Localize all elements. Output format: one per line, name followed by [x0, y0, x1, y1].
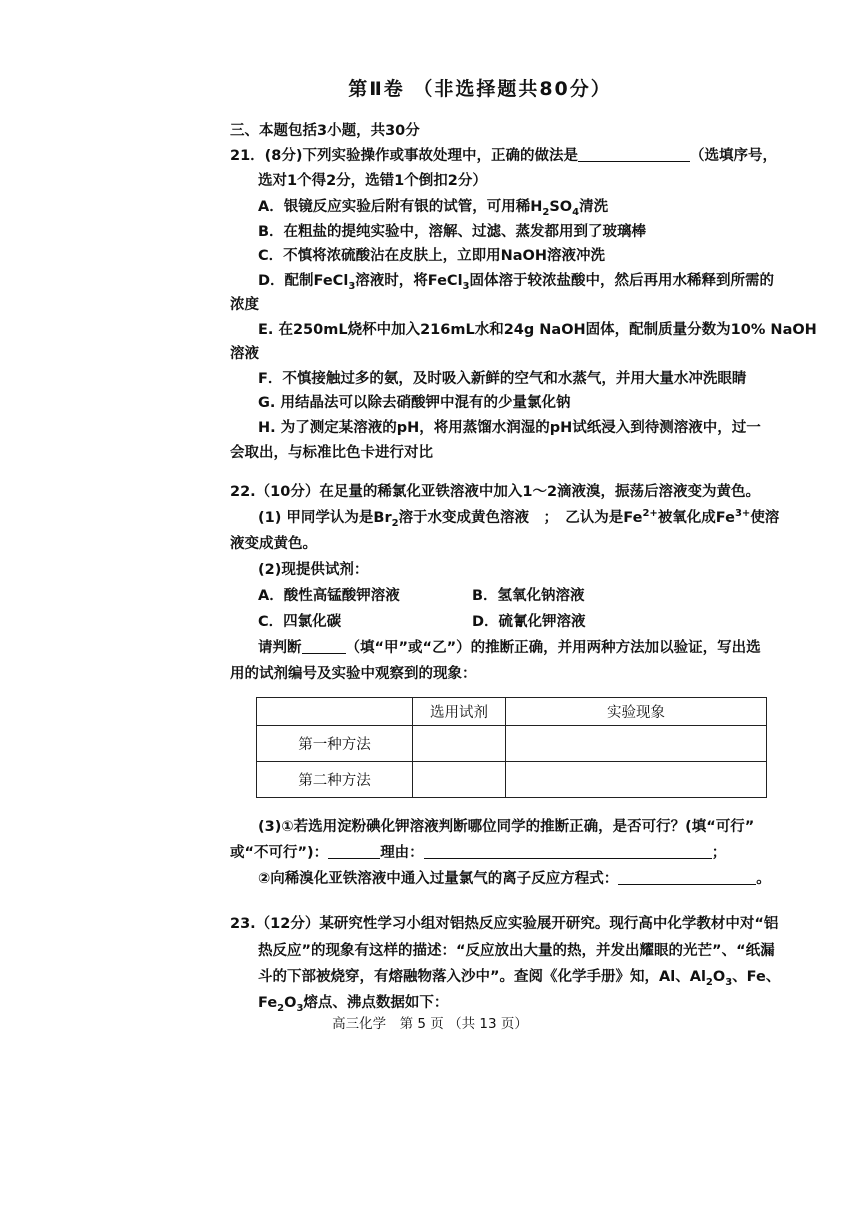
- q22-reason-blank[interactable]: [424, 843, 712, 859]
- q22-part3-2: ②向稀溴化亚铁溶液中通入过量氯气的离子反应方程式： 。: [258, 871, 771, 887]
- table-cell-phenomenon[interactable]: [506, 726, 767, 762]
- q21-stem-line2: 选对1个得2分，选错1个倒扣2分）: [258, 173, 487, 189]
- q22-part1: (1) 甲同学认为是$Br_2$溶于水变成黄色溶液 ； 乙认为是$Fe^{2+}$被氧化成$Fe^{3+}$使溶: [258, 508, 780, 529]
- q22-stem: 22.（10分）在足量的稀氯化亚铁溶液中加入1～2滴液溴，振荡后溶液变为黄色。: [230, 484, 761, 500]
- q22-part2: (2)现提供试剂：: [258, 562, 369, 578]
- q23-line3: 斗的下部被烧穿，有熔融物落入沙中”。查阅《化学手册》知，Al、$Al_2O_3$、Fe、: [258, 969, 781, 988]
- q23-line1: 23.（12分）某研究性学习小组对铝热反应实验展开研究。现行高中化学教材中对“铝: [230, 916, 779, 932]
- q21-option-d-cont: 浓度: [230, 297, 259, 313]
- q21-option-g: G. 用结晶法可以除去硝酸钾中混有的少量氯化钠: [258, 395, 571, 411]
- q22-equation-blank[interactable]: [618, 869, 756, 885]
- reagent-d: D．硫氰化钾溶液: [472, 614, 586, 630]
- q22-part3-line2: 或“不可行”)： 理由： ；: [230, 845, 727, 861]
- reagent-c: C．四氯化碳: [258, 614, 342, 630]
- table-row: [257, 726, 767, 762]
- table-cell-reagent[interactable]: [413, 762, 506, 798]
- q22-judge: 请判断 （填“甲”或“乙”）的推断正确，并用两种方法加以验证，写出选: [258, 640, 761, 656]
- q22-judge-cont: 用的试剂编号及实验中观察到的现象：: [230, 666, 477, 682]
- q21-option-h: H. 为了测定某溶液的pH，将用蒸馏水润湿的pH试纸浸入到待测溶液中，过一: [258, 420, 761, 436]
- q21-option-f: F．不慎接触过多的氨，及时吸入新鲜的空气和水蒸气，并用大量水冲洗眼睛: [258, 371, 747, 387]
- q21-option-d: D．配制FeCl$_3$溶液时，将FeCl$_3$固体溶于较浓盐酸中，然后再用水稀释到所需的: [258, 273, 775, 292]
- table-row-label: 第一种方法: [257, 726, 413, 762]
- q21-option-h-cont: 会取出，与标准比色卡进行对比: [230, 445, 433, 461]
- table-row: [257, 762, 767, 798]
- section-heading: 三、本题包括3小题，共30分: [230, 123, 420, 139]
- q21-stem: 21．(8分)下列实验操作或事故处理中，正确的做法是 （选填序号，: [230, 148, 778, 164]
- table-header-empty: [257, 698, 413, 726]
- q22-part3: (3)①若选用淀粉碘化钾溶液判断哪位同学的推断正确，是否可行？(填“可行”: [258, 819, 755, 835]
- q21-option-e-cont: 溶液: [230, 346, 259, 362]
- table-cell-reagent[interactable]: [413, 726, 506, 762]
- q21-option-e: E. 在250mL烧杯中加入216mL水和24g NaOH固体，配制质量分数为10% NaOH: [258, 322, 817, 338]
- q21-answer-blank[interactable]: [578, 146, 690, 162]
- reagent-b: B．氢氧化钠溶液: [472, 588, 585, 604]
- q22-feasible-blank[interactable]: [328, 843, 380, 859]
- answer-table: [256, 697, 767, 798]
- q22-part1-cont: 液变成黄色。: [230, 536, 317, 552]
- table-header-phenomenon: 实验现象: [506, 698, 767, 726]
- q23-line4: $Fe_2O_3$熔点、沸点数据如下：: [258, 995, 449, 1014]
- reagent-a: A．酸性高锰酸钾溶液: [258, 588, 400, 604]
- table-row-label: 第二种方法: [257, 762, 413, 798]
- q21-option-b: B．在粗盐的提纯实验中，溶解、过滤、蒸发都用到了玻璃棒: [258, 224, 647, 240]
- q23-line2: 热反应”的现象有这样的描述：“反应放出大量的热，并发出耀眼的光芒”、“纸漏: [258, 943, 775, 959]
- q22-judge-blank[interactable]: [302, 638, 346, 654]
- table-header-row: [257, 698, 767, 726]
- q21-option-c: C．不慎将浓硫酸沾在皮肤上，立即用NaOH溶液冲洗: [258, 248, 606, 264]
- page-footer: 高三化学 第 5 页 （共 13 页）: [332, 1016, 528, 1032]
- table-cell-phenomenon[interactable]: [506, 762, 767, 798]
- table-header-reagent: 选用试剂: [413, 698, 506, 726]
- q21-option-a: A．银镜反应实验后附有银的试管，可用稀$H_2SO_4$清洗: [258, 199, 609, 218]
- page-title: 第Ⅱ卷 （非选择题共80分）: [348, 78, 612, 100]
